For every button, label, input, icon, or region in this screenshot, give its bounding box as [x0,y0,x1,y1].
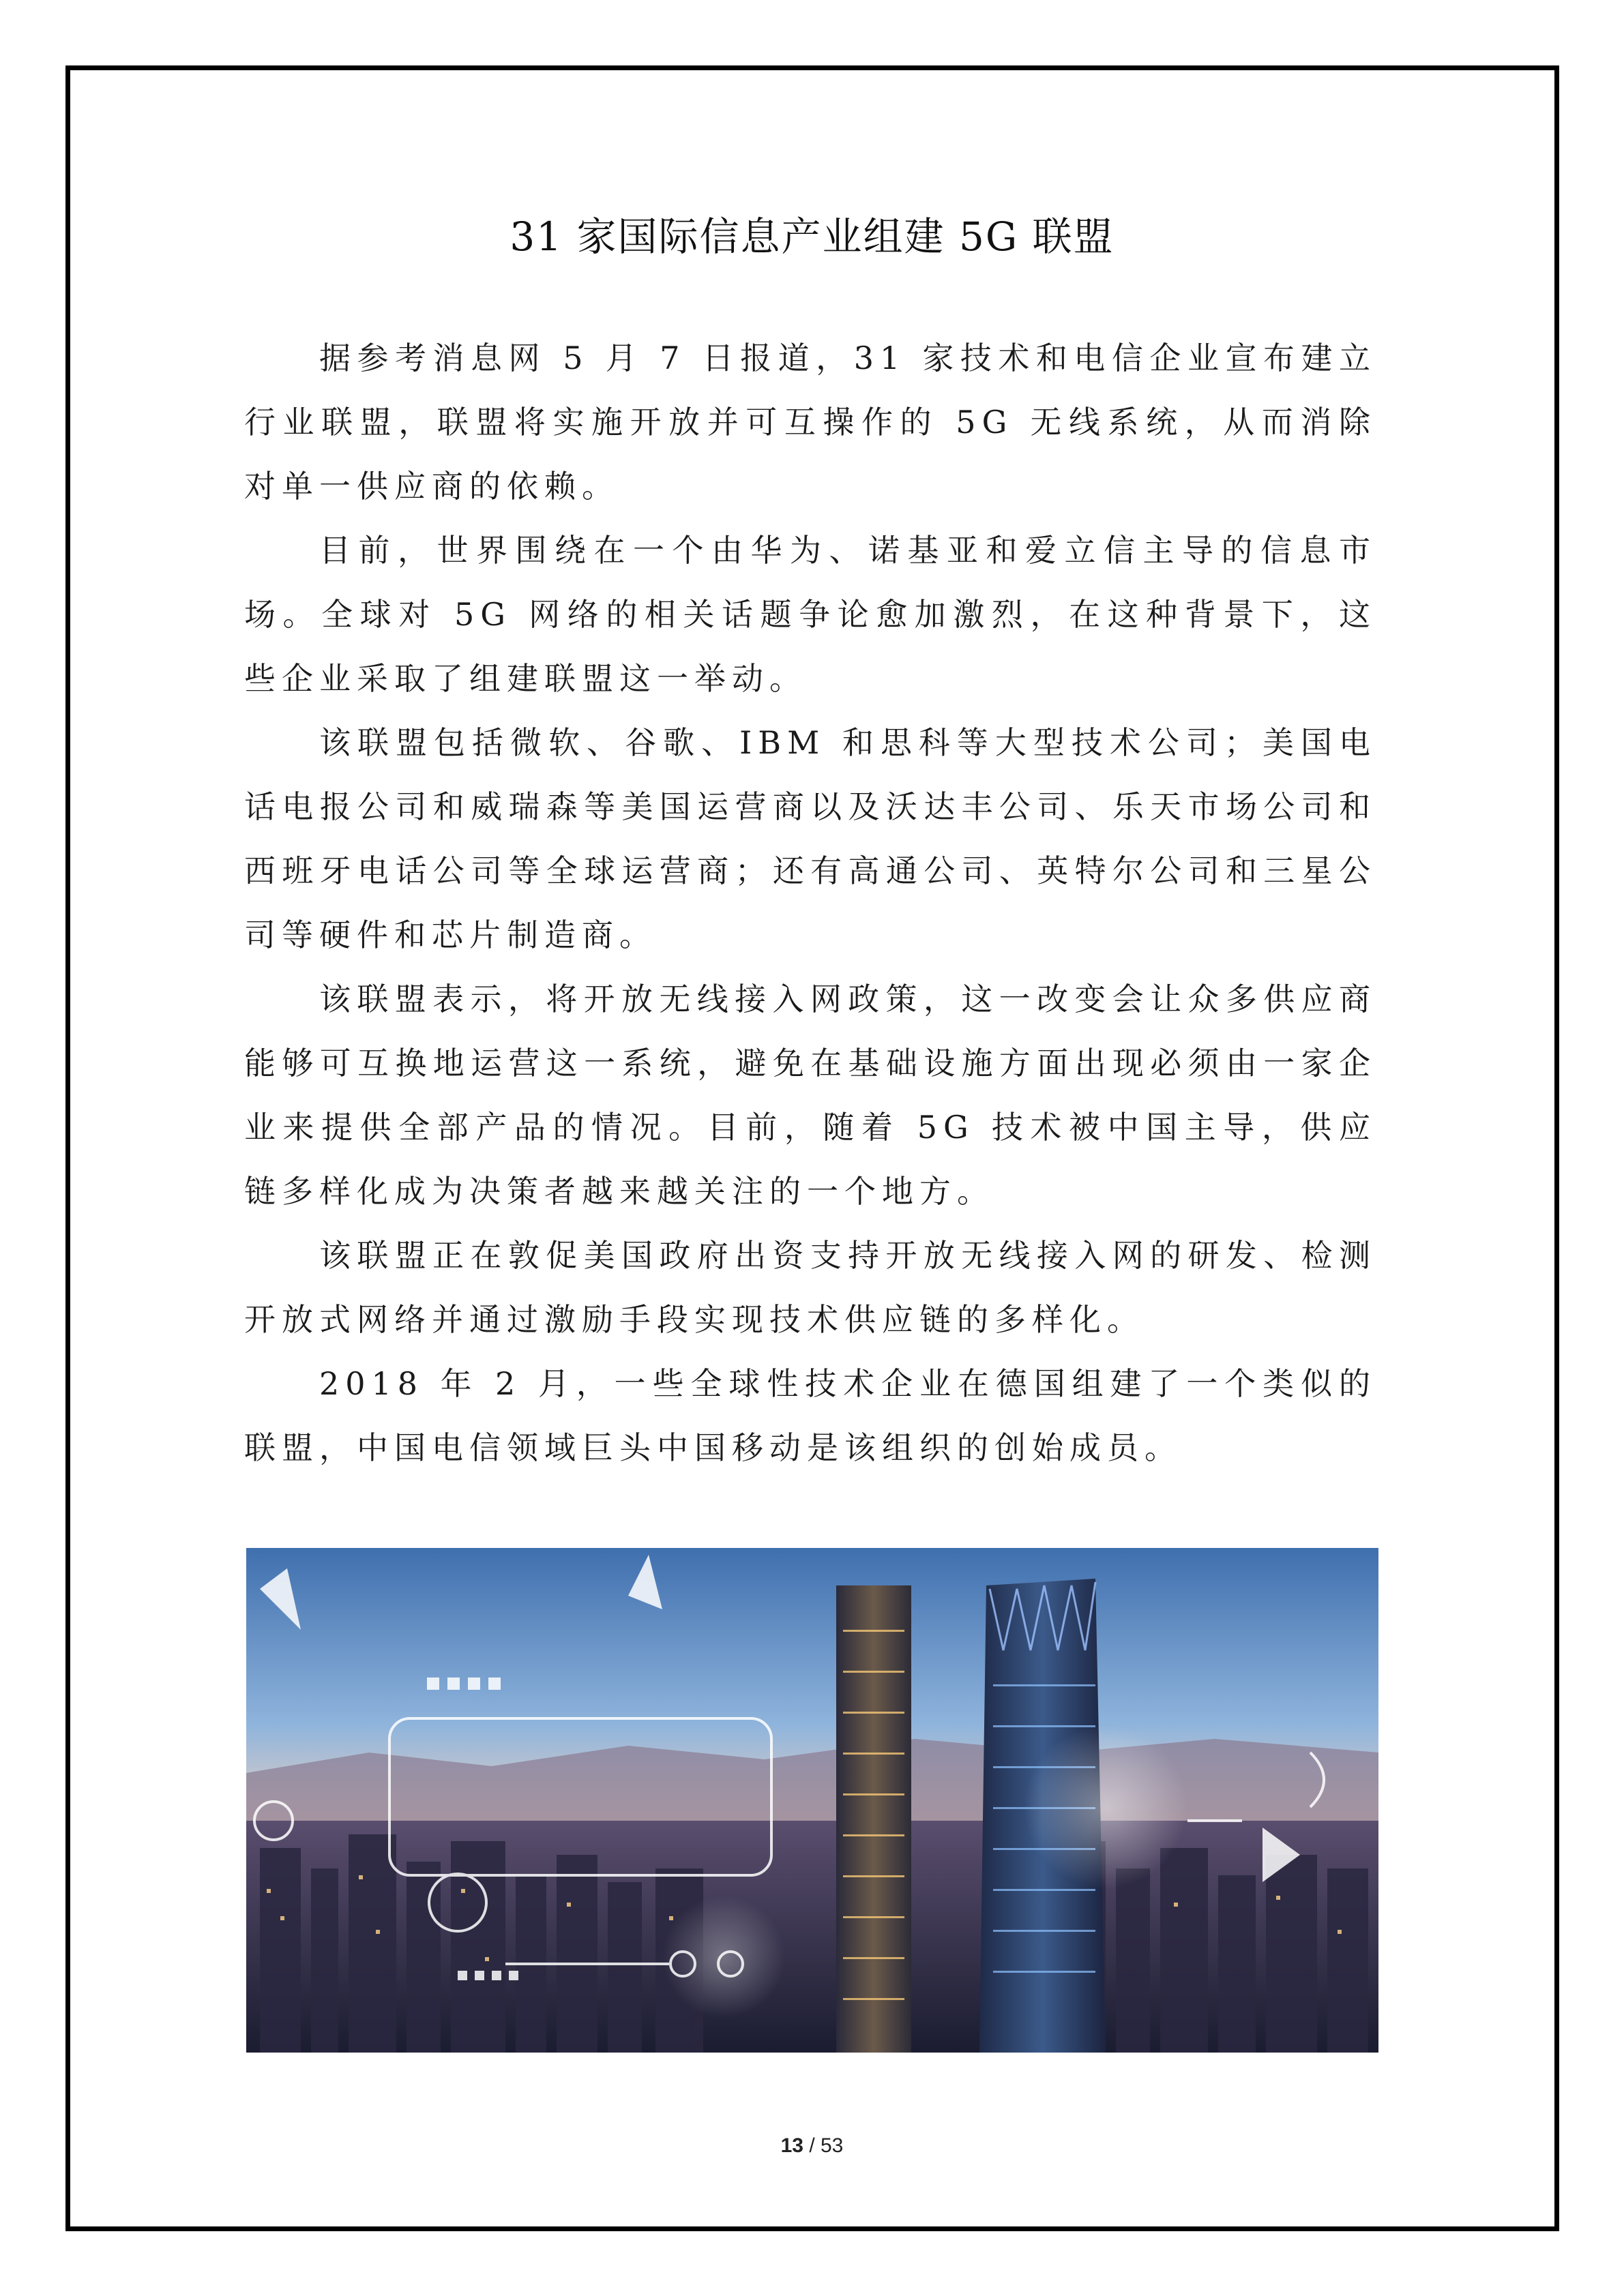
article-paragraph: 2018 年 2 月，一些全球性技术企业在德国组建了一个类似的联盟，中国电信领域巨头中国移动是该组织的创始成员。 [244,1365,1376,1466]
city-skyline-photo [246,1548,1378,2053]
current-page-number: 13 [780,2134,803,2157]
page-number [0,2134,1624,2158]
article-paragraph: 该联盟包括微软、谷歌、IBM 和思科等大型技术公司；美国电话电报公司和威瑞森等美国运营商以及沃达丰公司、乐天市场公司和西班牙电话公司等全球运营商；还有高通公司、英特尔公司和三星公司等硬件和芯片制造商。 [244,724,1376,953]
article-body [244,326,1376,1480]
article-paragraph: 目前，世界围绕在一个由华为、诺基亚和爱立信主导的信息市场。全球对 5G 网络的相关话题争论愈加激烈，在这种背景下，这些企业采取了组建联盟这一举动。 [244,532,1376,697]
article-paragraph: 据参考消息网 5 月 7 日报道，31 家技术和电信企业宣布建立行业联盟，联盟将实施开放并可互操作的 5G 无线系统，从而消除对单一供应商的依赖。 [244,340,1376,505]
total-pages: 53 [821,2134,844,2157]
page-number-separator: / [803,2134,821,2157]
article-title: 31 家国际信息产业组建 5G 联盟 [510,213,1114,260]
article-paragraph: 该联盟正在敦促美国政府出资支持开放无线接入网的研发、检测开放式网络并通过激励手段实现技术供应链的多样化。 [244,1237,1376,1338]
article-paragraph: 该联盟表示，将开放无线接入网政策，这一改变会让众多供应商能够可互换地运营这一系统，避免在基础设施方面出现必须由一家企业来提供全部产品的情况。目前，随着 5G 技术被中国主导，供应链多样化成为决策者越来越关注的一个地方。 [244,981,1376,1210]
